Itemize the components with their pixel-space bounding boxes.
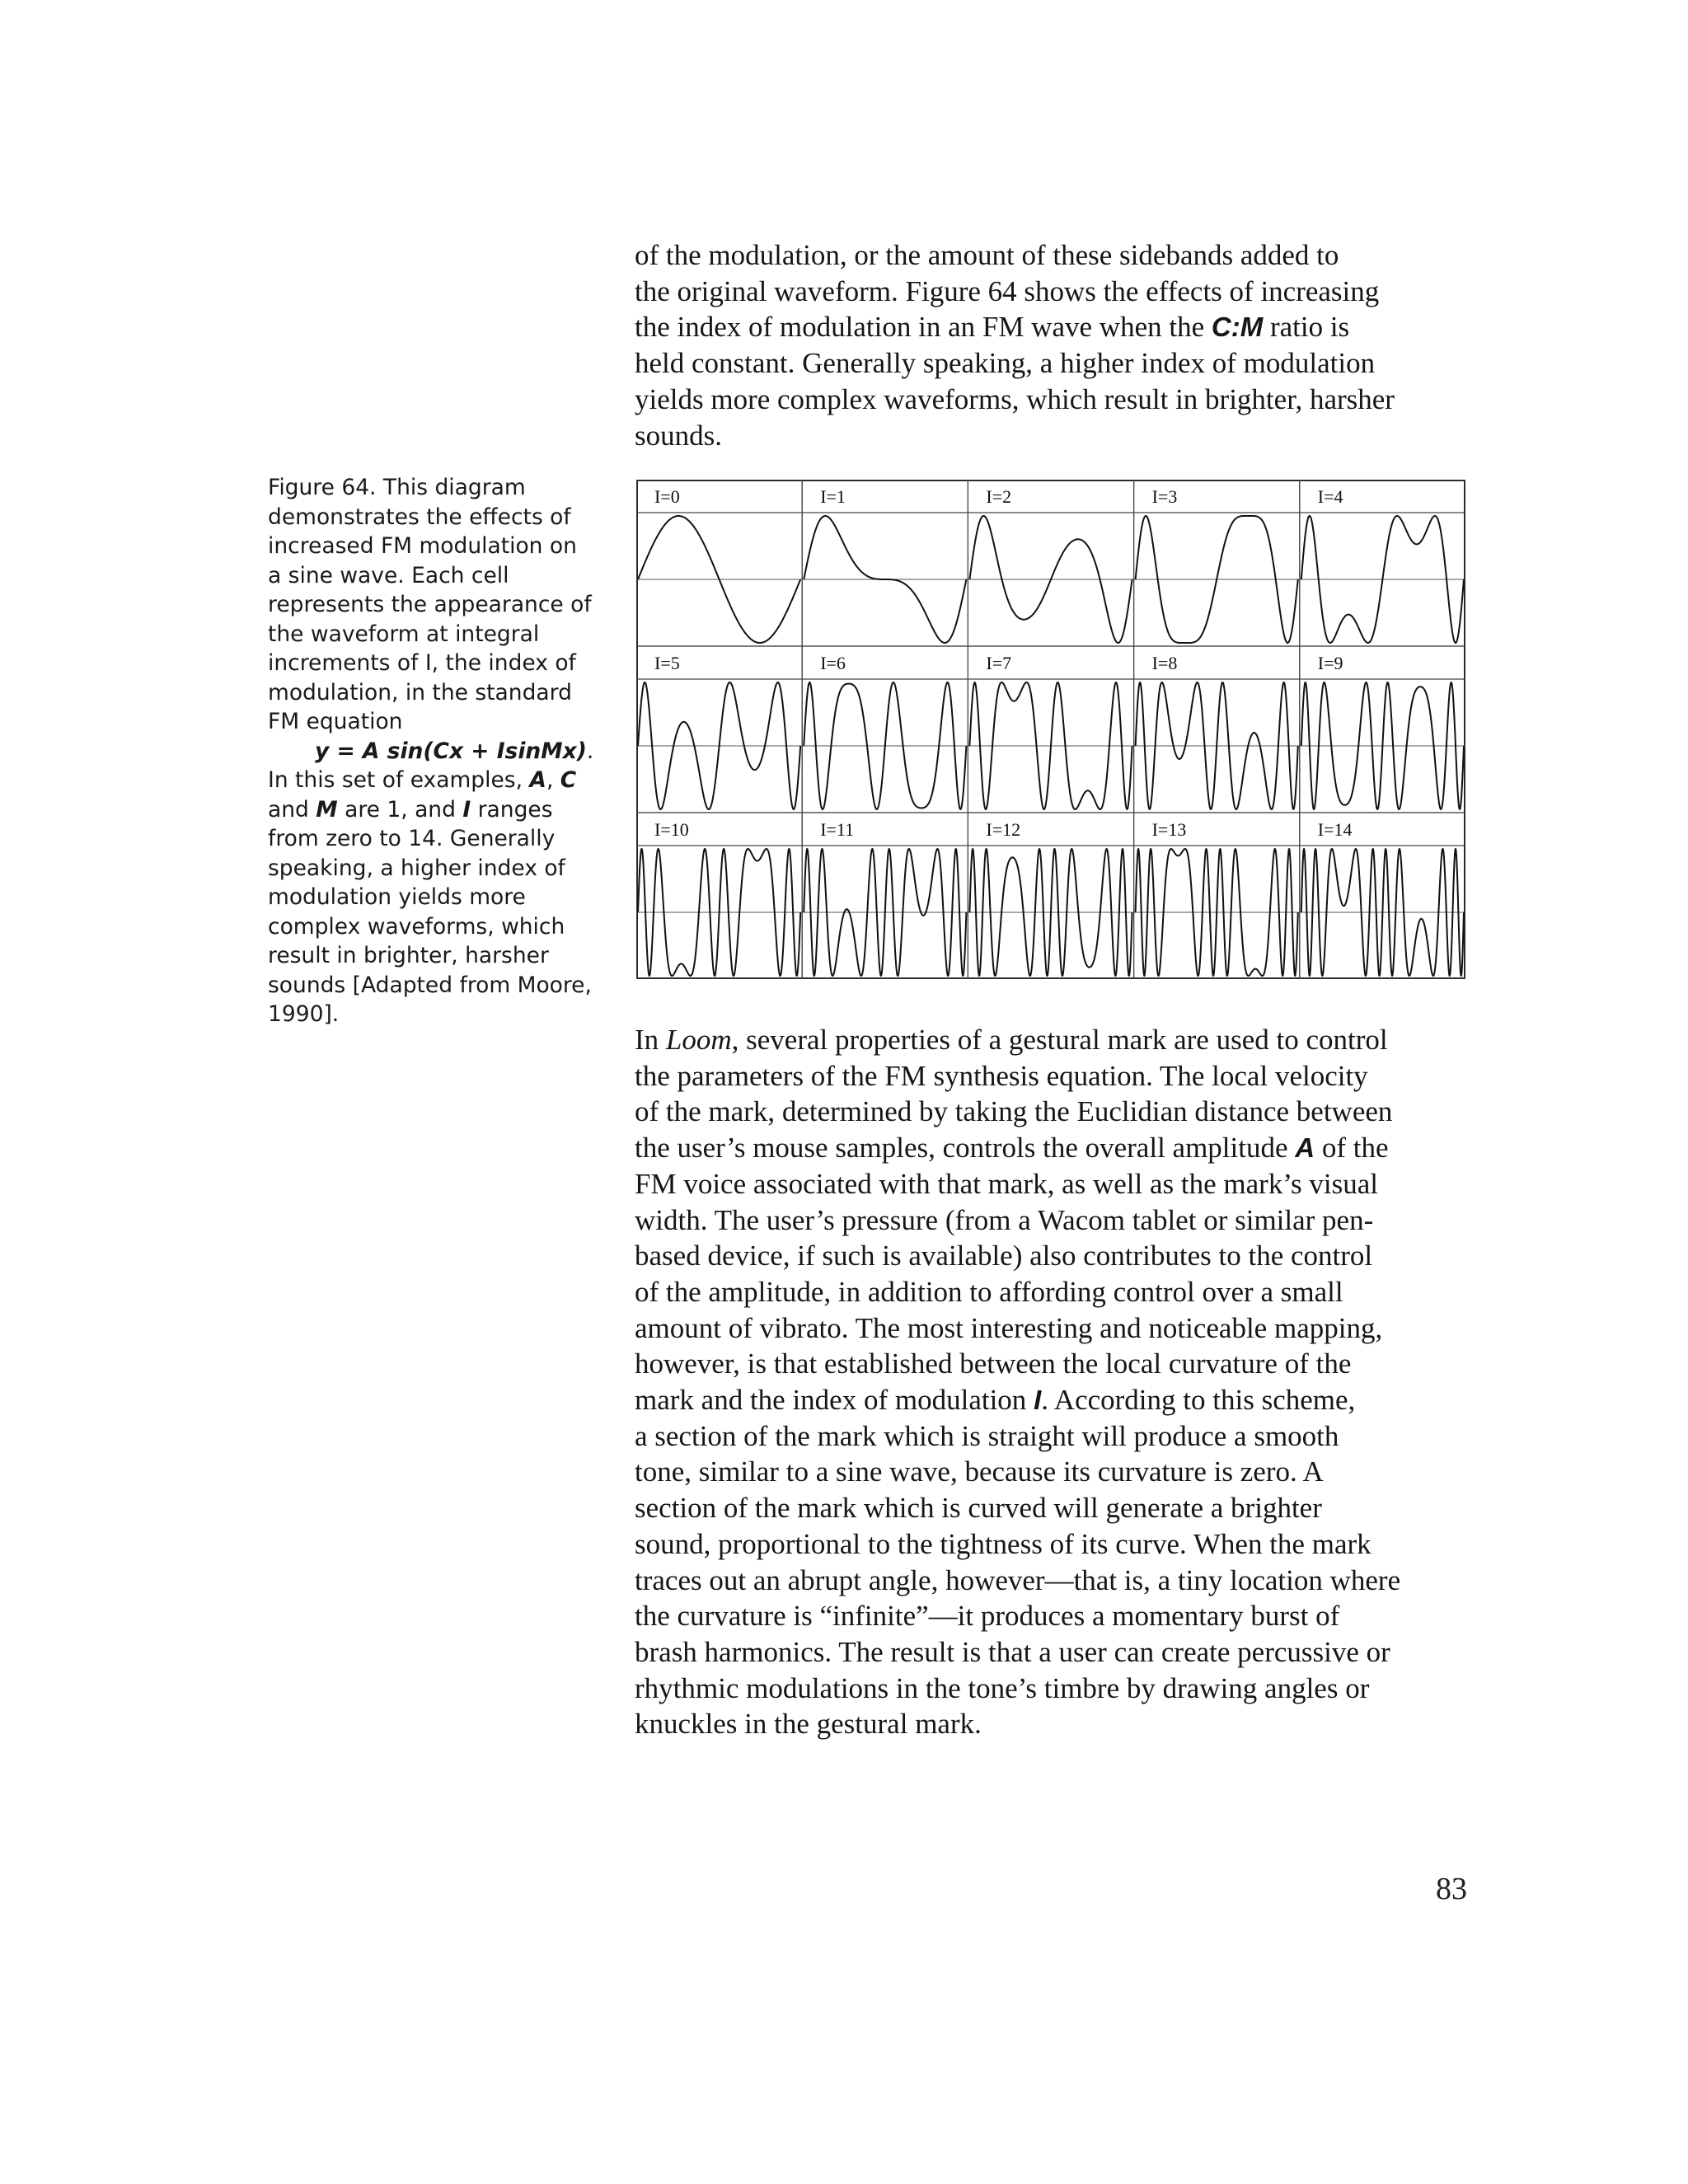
text-run: of the amplitude, in addition to affording control over a small: [635, 1275, 1343, 1308]
caption-line: [268, 854, 581, 883]
body-paragraph-top: [635, 237, 1475, 453]
cell-label: I=3: [1151, 486, 1178, 507]
paragraph-line: [635, 1418, 1475, 1455]
waveform-cell: [1300, 646, 1465, 813]
emphasis-text: C: [560, 767, 577, 793]
text-run: mark and the index of modulation: [635, 1384, 1034, 1417]
cell-label: I=0: [654, 486, 680, 507]
waveform-cell: [802, 480, 968, 646]
caption-line: [268, 1000, 581, 1029]
caption-line: [268, 941, 581, 971]
page-number: 83: [1436, 1872, 1467, 1906]
caption-line: [268, 707, 581, 737]
text-run: speaking, a higher index of: [268, 855, 565, 881]
emphasis-text: A: [529, 767, 546, 793]
text-run: tone, similar to a sine wave, because its curvature is zero. A: [635, 1455, 1324, 1488]
caption-line: [268, 473, 581, 503]
paragraph-line: [635, 1202, 1475, 1239]
paragraph-line: [635, 309, 1475, 345]
text-run: ,: [546, 767, 560, 793]
text-run: represents the appearance of: [268, 592, 592, 617]
paragraph-line: [635, 1310, 1475, 1347]
emphasis-text: A: [1295, 1132, 1315, 1164]
text-run: based device, if such is available) also contributes to the control: [635, 1240, 1373, 1272]
cell-label: I=6: [820, 653, 846, 673]
caption-line: [268, 824, 581, 854]
caption-line: [268, 912, 581, 942]
cell-label: I=7: [986, 653, 1012, 673]
cell-label: I=2: [986, 486, 1012, 507]
text-run: of the: [1315, 1132, 1389, 1165]
figure-caption: [268, 473, 594, 1029]
cell-label: I=1: [820, 486, 846, 507]
waveform-cell: [1134, 480, 1300, 646]
text-run: yields more complex waveforms, which result in brighter, harsher: [635, 382, 1395, 415]
text-run: ratio is: [1263, 311, 1350, 344]
cell-label: I=14: [1317, 819, 1353, 840]
text-run: the waveform at integral: [268, 621, 540, 647]
caption-line: [268, 532, 581, 561]
fm-modulation-figure: [636, 480, 1465, 979]
cell-label: I=4: [1317, 486, 1343, 507]
text-run: In: [635, 1024, 666, 1056]
cell-label: I=10: [654, 819, 689, 840]
paragraph-line: [635, 382, 1475, 418]
fm-equation: y = A sin(Cx + IsinMx): [315, 738, 587, 764]
text-run: the curvature is “infinite”—it produces a momentary burst of: [635, 1600, 1340, 1633]
paragraph-line: [635, 1094, 1475, 1130]
text-run: rhythmic modulations in the tone’s timbre by drawing angles or: [635, 1671, 1370, 1704]
caption-line: [268, 503, 581, 532]
text-run: . According to this scheme,: [1041, 1384, 1356, 1417]
cell-label: I=13: [1151, 819, 1187, 840]
caption-line: [268, 620, 581, 649]
waveform-cell: [802, 813, 968, 979]
text-run: and: [268, 796, 316, 823]
body-paragraph-bottom: [635, 1022, 1475, 1742]
caption-line: [268, 795, 581, 825]
paragraph-line: [635, 1022, 1475, 1058]
cell-label: I=5: [654, 653, 680, 673]
text-run: sound, proportional to the tightness of its curve. When the mark: [635, 1527, 1372, 1560]
cell-label: I=11: [820, 819, 855, 840]
paragraph-line: [635, 1490, 1475, 1526]
text-run: knuckles in the gestural mark.: [635, 1708, 982, 1741]
caption-line: [268, 649, 581, 678]
text-run: demonstrates the effects of: [268, 504, 571, 530]
paragraph-line: [635, 1238, 1475, 1274]
waveform-cell: [968, 646, 1133, 813]
emphasis-text: I: [1034, 1385, 1042, 1416]
text-run: amount of vibrato. The most interesting and noticeable mapping,: [635, 1311, 1383, 1344]
waveform-cell: [636, 480, 802, 646]
paragraph-line: [635, 1526, 1475, 1563]
text-run: the parameters of the FM synthesis equation. The local velocity: [635, 1059, 1368, 1092]
text-run: complex waveforms, which: [268, 913, 565, 940]
text-run: increments of I, the index of: [268, 650, 576, 676]
text-run: section of the mark which is curved will generate a brighter: [635, 1492, 1322, 1525]
emphasis-text: M: [316, 796, 338, 823]
text-run: .: [586, 738, 594, 764]
text-run: brash harmonics. The result is that a user can create percussive or: [635, 1635, 1390, 1668]
text-run: of the mark, determined by taking the Euclidian distance between: [635, 1095, 1393, 1128]
text-run: of the modulation, or the amount of these sidebands added to: [635, 239, 1339, 271]
text-run: from zero to 14. Generally: [268, 826, 556, 851]
paragraph-line: [635, 418, 1475, 454]
cell-label: I=12: [986, 819, 1021, 840]
paragraph-line: [635, 1634, 1475, 1671]
waveform-cell: [1134, 813, 1300, 979]
text-run: traces out an abrupt angle, however—that is, a tiny location where: [635, 1563, 1401, 1596]
text-run: , several properties of a gestural mark are used to control: [731, 1024, 1388, 1056]
text-run: are 1, and: [337, 796, 463, 823]
waveform-cell: [1300, 813, 1465, 979]
caption-line: [268, 590, 592, 620]
paragraph-line: [635, 1274, 1475, 1310]
fm-waveform-grid: [636, 480, 1465, 979]
paragraph-line: [635, 1454, 1475, 1490]
paragraph-line: [635, 1130, 1475, 1166]
text-run: the user’s mouse samples, controls the overall amplitude: [635, 1132, 1296, 1165]
caption-line: [268, 737, 594, 766]
text-run: 1990].: [268, 1001, 340, 1027]
text-run: modulation yields more: [268, 884, 526, 910]
text-run: sounds.: [635, 419, 722, 452]
caption-line: [268, 971, 592, 1001]
text-run: the original waveform. Figure 64 shows the effects of increasing: [635, 274, 1380, 307]
text-run: Figure 64. This diagram: [268, 475, 526, 500]
text-run: modulation, in the standard: [268, 679, 572, 705]
paragraph-line: [635, 1166, 1475, 1202]
paragraph-line: [635, 1058, 1475, 1094]
emphasis-text: I: [462, 796, 471, 823]
caption-line: [268, 561, 581, 591]
paragraph-line: [635, 237, 1475, 274]
paragraph-line: [635, 274, 1475, 310]
caption-line: [268, 766, 581, 795]
text-run: result in brighter, harsher: [268, 943, 549, 968]
paragraph-line: [635, 1382, 1475, 1418]
text-run: FM equation: [268, 709, 403, 734]
cell-label: I=8: [1151, 653, 1178, 673]
paragraph-line: [635, 345, 1475, 382]
text-run: increased FM modulation on: [268, 533, 577, 559]
text-run: width. The user’s pressure (from a Wacom tablet or similar pen-: [635, 1203, 1374, 1236]
waveform-cell: [968, 813, 1133, 979]
text-run: ranges: [471, 796, 553, 823]
text-run: In this set of examples,: [268, 767, 530, 793]
text-run: FM voice associated with that mark, as well as the mark’s visual: [635, 1167, 1379, 1200]
text-run: held constant. Generally speaking, a higher index of modulation: [635, 347, 1376, 380]
cell-label: I=9: [1317, 653, 1343, 673]
caption-line: [268, 678, 581, 708]
text-run: the index of modulation in an FM wave when the: [635, 311, 1212, 344]
paragraph-line: [635, 1706, 1475, 1742]
paragraph-line: [635, 1346, 1475, 1382]
waveform-cell: [1300, 480, 1465, 646]
waveform-cell: [1134, 646, 1300, 813]
waveform-cell: [802, 646, 968, 813]
text-run: sounds [Adapted from Moore,: [268, 972, 592, 998]
text-run: however, is that established between the local curvature of the: [635, 1347, 1352, 1380]
emphasis-text: C:M: [1211, 312, 1264, 343]
text-run: a sine wave. Each cell: [268, 562, 509, 588]
emphasis-text: Loom: [665, 1024, 732, 1056]
paragraph-line: [635, 1563, 1475, 1599]
text-run: a section of the mark which is straight will produce a smooth: [635, 1419, 1339, 1452]
paragraph-line: [635, 1671, 1475, 1707]
paragraph-line: [635, 1598, 1475, 1634]
waveform-cell: [636, 646, 802, 813]
caption-line: [268, 883, 581, 912]
waveform-cell: [968, 480, 1133, 646]
waveform-cell: [636, 813, 802, 979]
